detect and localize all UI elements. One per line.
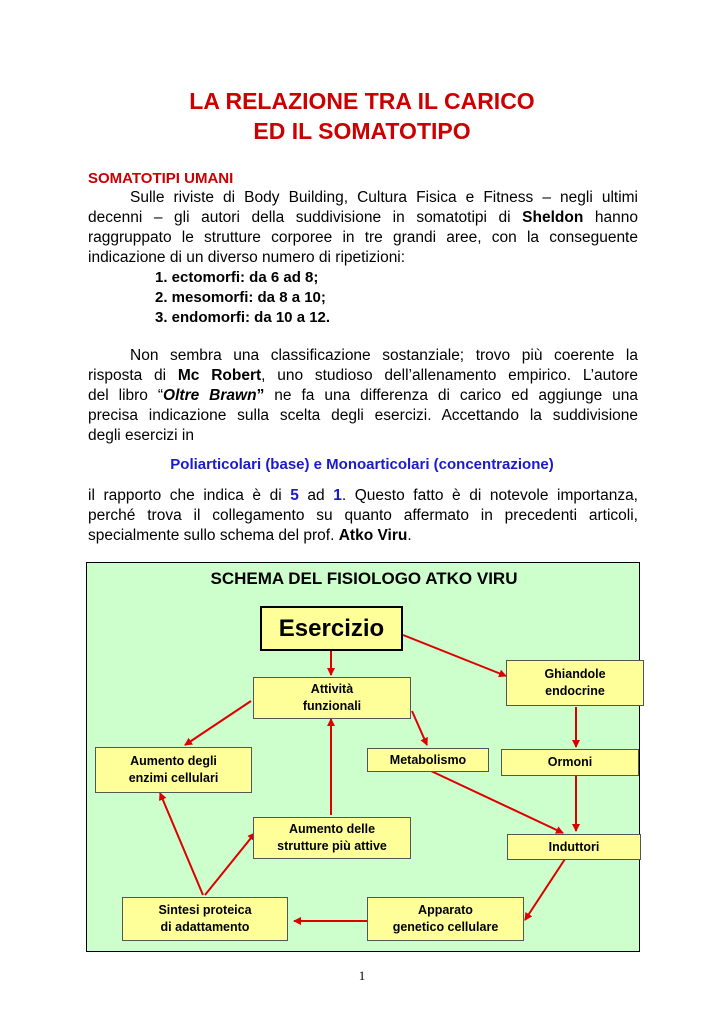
page-title-line-1: LA RELAZIONE TRA IL CARICO [189,88,535,114]
box-induttori: Induttori [507,834,641,860]
mc-robert-name: Mc Robert [177,367,262,384]
schema-diagram [86,562,640,952]
box-ormoni: Ormoni [501,749,639,776]
paragraph-3 [88,486,638,546]
arrow-sintesi-enzimi [160,793,203,895]
paragraph-3-line-2: perché trova il collegamento su quanto affermato in precedenti articoli, [88,507,638,524]
paragraph-1-line-1: Sulle riviste di Body Building, Cultura Fisica e Fitness – negli ultimi [130,189,638,206]
paragraph-1-line-2: decenni – gli autori della suddivisione in somatotipi di Sheldon hanno [88,209,638,226]
box-attivita-funzionali: Attività funzionali [253,677,411,719]
ratio-one: 1 [333,487,342,504]
list-item: 3. endomorfi: da 10 a 12. [155,309,331,326]
arrow-esercizio-ghiandole [403,635,506,676]
arrow-induttori-apparato [525,859,565,920]
paragraph-2-line-4: precisa indicazione sulla scelta degli esercizi. Accettando la suddivisione [88,407,638,424]
arrow-attivita-metabolismo [412,711,427,745]
box-ghiandole-endocrine: Ghiandole endocrine [506,660,644,706]
section-heading: SOMATOTIPI UMANI [88,170,234,187]
list-item: 2. mesomorfi: da 8 a 10; [155,289,326,306]
box-sintesi-proteica: Sintesi proteica di adattamento [122,897,288,941]
arrow-attivita-enzimi [185,701,251,745]
page-number: 1 [358,968,366,983]
page-title-line-2: ED IL SOMATOTIPO [253,118,471,144]
ratio-five: 5 [290,487,299,504]
arrow-metabolismo-induttori [431,771,563,833]
paragraph-1-line-3: raggruppato le strutture corporee in tre grandi aree, con la conseguente [88,229,638,246]
box-metabolismo: Metabolismo [367,748,489,772]
paragraph-3-line-3: specialmente sullo schema del prof. Atko Viru. [88,527,412,544]
box-aumento-strutture: Aumento delle strutture più attive [253,817,411,859]
arrow-sintesi-strutture [205,833,255,895]
book-title: Oltre Brawn [163,387,257,404]
paragraph-1-line-4: indicazione di un diverso numero di ripetizioni: [88,249,406,266]
paragraph-2-line-2: risposta di Mc Robert, uno studioso dell’allenamento empirico. L’autore [88,367,638,384]
paragraph-2-line-5: degli esercizi in [88,427,194,444]
schema-title: SCHEMA DEL FISIOLOGO ATKO VIRU [210,569,518,588]
paragraph-2-line-3: del libro “Oltre Brawn” ne fa una differenza di carico ed aggiunge una [88,387,639,404]
sheldon-name: Sheldon [522,209,584,226]
repetition-list [155,268,330,328]
paragraph-1 [88,188,638,268]
paragraph-3-line-1: il rapporto che indica è di 5 ad 1. Questo fatto è di notevole importanza, [88,487,638,504]
paragraph-2 [88,346,638,446]
paragraph-2-line-1: Non sembra una classificazione sostanziale; trovo più coerente la [130,347,638,364]
atko-viru-name: Atko Viru [338,527,408,544]
exercise-categories: Poliarticolari (base) e Monoarticolari (concentrazione) [170,456,554,473]
box-aumento-enzimi: Aumento degli enzimi cellulari [95,747,252,793]
box-apparato-genetico: Apparato genetico cellulare [367,897,524,941]
box-esercizio: Esercizio [260,606,403,651]
list-item: 1. ectomorfi: da 6 ad 8; [155,269,319,286]
